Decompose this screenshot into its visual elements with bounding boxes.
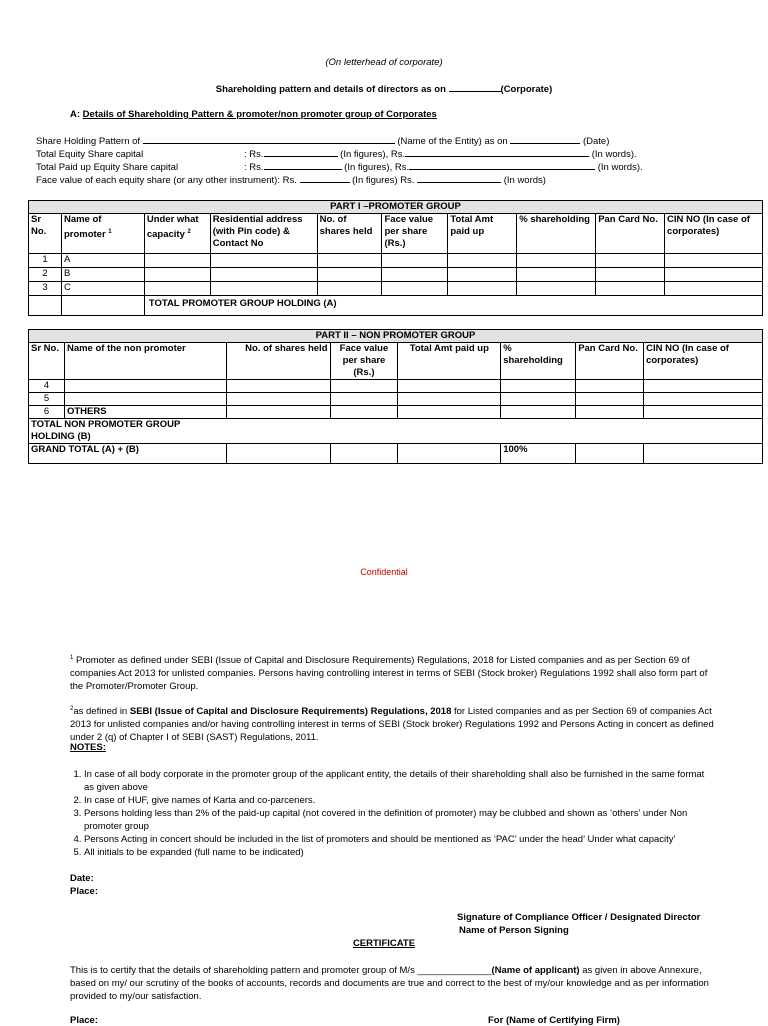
footnote-1-mark: 1	[70, 655, 74, 661]
part1-title: PART I –PROMOTER GROUP	[29, 201, 763, 214]
total-non-promoter-row	[29, 419, 763, 444]
footnote-1-text: Promoter as defined under SEBI (Issue of Capital and Disclosure Requirements) Regulations, 2018 for Listed companies and as per Section 69 of companies Act 2013 for unlisted companies. Persons having controlling interest in terms of SEBI (Stock broker) Regulations 1992 shall also form part of the Promoter/Promoter Group.	[70, 655, 708, 693]
col-name-of-promoter	[61, 214, 144, 254]
col-shares-held: No. of shares held	[226, 343, 330, 380]
row-name: OTHERS	[64, 406, 226, 419]
certificate-text-pre: This is to certify that the details of shareholding pattern and promoter group of M/s ______________	[70, 965, 492, 976]
row-name: A	[61, 254, 144, 268]
grand-total-pct: 100%	[501, 444, 576, 464]
col-sr-no: Sr No.	[29, 214, 62, 254]
col-name-non-promoter: Name of the non promoter	[64, 343, 226, 380]
section-a-prefix: A:	[70, 109, 81, 120]
certificate-text	[70, 964, 722, 1003]
notes-title: NOTES:	[70, 742, 106, 753]
face-rs: Rs.	[400, 175, 415, 186]
col-cin: CIN NO (In case of corporates)	[665, 214, 763, 254]
total-promoter-label: TOTAL PROMOTER GROUP HOLDING (A)	[144, 296, 762, 316]
list-item: 2. In case of HUF, give names of Karta and co-parceners.	[84, 794, 710, 807]
title-prefix: Shareholding pattern and details of directors as on	[215, 84, 446, 95]
table-row	[29, 282, 763, 296]
shp-date-blank	[510, 143, 580, 144]
equity-in-figures: (In figures), Rs.	[340, 149, 406, 160]
certifying-firm-label: For (Name of Certifying Firm)	[488, 1015, 620, 1026]
certificate-place-label: Place:	[70, 1015, 98, 1026]
col-total-amt: Total Amt paid up	[398, 343, 501, 380]
shp-name-hint: (Name of the Entity) as on	[397, 136, 508, 147]
row-sr: 5	[29, 393, 65, 406]
row-sr: 6	[29, 406, 65, 419]
letterhead-note: (On letterhead of corporate)	[325, 57, 443, 68]
row-name: C	[61, 282, 144, 296]
footnote-1	[70, 652, 720, 693]
table-row	[29, 393, 763, 406]
table-row	[29, 254, 763, 268]
shp-line	[36, 136, 609, 147]
col-address: Residential address (with Pin code) & Contact No	[210, 214, 317, 254]
row-sr: 1	[29, 254, 62, 268]
signature-label: Signature of Compliance Officer / Designated Director	[457, 912, 701, 923]
col-pan: Pan Card No.	[576, 343, 644, 380]
face-in-figures: (In figures)	[352, 175, 398, 186]
col-total-amt: Total Amt paid up	[448, 214, 517, 254]
signer-name-label: Name of Person Signing	[459, 925, 569, 936]
list-item: 5. All initials to be expanded (full name to be indicated)	[84, 846, 710, 859]
col-sr-no: Sr No.	[29, 343, 65, 380]
face-value-line	[36, 175, 546, 186]
table-row	[29, 380, 763, 393]
row-sr: 2	[29, 268, 62, 282]
paidup-rs: : Rs.	[244, 162, 264, 173]
footnote-2	[70, 703, 720, 744]
part2-title: PART II – NON PROMOTER GROUP	[29, 330, 763, 343]
confidential-label: Confidential	[360, 567, 408, 577]
paidup-in-figures: (In figures), Rs.	[344, 162, 410, 173]
total-non-promoter-label: TOTAL NON PROMOTER GROUP HOLDING (B)	[29, 419, 227, 444]
paidup-figures-blank	[264, 169, 342, 170]
equity-values	[244, 149, 637, 160]
paidup-label: Total Paid up Equity Share capital	[36, 162, 179, 173]
non-promoter-group-table	[28, 329, 763, 464]
section-a-heading	[70, 109, 437, 120]
paidup-values	[244, 162, 643, 173]
shp-label: Share Holding Pattern of	[36, 136, 141, 147]
col-face-value: Face value per share (Rs.)	[382, 214, 448, 254]
grand-total-row	[29, 444, 763, 464]
col-face-value: Face value per share (Rs.)	[330, 343, 398, 380]
certificate-title: CERTIFICATE	[352, 938, 416, 949]
footnote-2-rest: for Listed companies and as per Section 69 of companies Act 2013 for unlisted companies and/or having controlling interest in terms of SEBI (Stock broker) Regulations 1992 and Persons Acting in concert as defined under 2 (q) of Chapter I of SEBI (SAST) Regulations, 2011.	[70, 706, 714, 744]
total-promoter-row	[29, 296, 763, 316]
row-name	[64, 380, 226, 393]
list-item: 3. Persons holding less than 2% of the paid-up capital (not covered in the definition of promoter) may be clubbed and shown as ‘others’ under Non promoter group	[84, 807, 710, 833]
col-capacity-label: Under what capacity	[146, 214, 199, 241]
shp-date-hint: (Date)	[582, 136, 610, 147]
col-cin: CIN NO (In case of corporates)	[644, 343, 763, 380]
grand-total-label: GRAND TOTAL (A) + (B)	[29, 444, 227, 464]
col-shares-held: No. of shares held	[317, 214, 382, 254]
col-pct-shareholding: % shareholding	[517, 214, 596, 254]
face-in-words: (In words)	[503, 175, 546, 186]
promoter-group-table	[28, 200, 763, 316]
part2-header-row	[29, 343, 763, 380]
row-sr: 3	[29, 282, 62, 296]
face-value-label: Face value of each equity share (or any other instrument): Rs.	[36, 175, 297, 186]
notes-list	[70, 768, 710, 859]
list-item: 1. In case of all body corporate in the promoter group of the applicant entity, the details of their shareholding shall also be furnished in the same format as given above	[84, 768, 710, 794]
section-a-title: Details of Shareholding Pattern & promoter/non promoter group of Corporates	[82, 109, 437, 120]
footnote-ref-1: 1	[108, 229, 112, 235]
title-suffix: (Corporate)	[500, 84, 553, 95]
certificate-text-post: as given in above Annexure, based on my/ our scrutiny of the books of accounts, records and documents are true and correct to the best of my/our knowledge and as per information provided to my/our satisfaction.	[70, 965, 709, 1002]
row-sr: 4	[29, 380, 65, 393]
list-item: 4. Persons Acting in concert should be included in the list of promoters and should be mentioned as ‘PAC’ under the head’ Under what capacity’	[84, 833, 710, 846]
row-name: B	[61, 268, 144, 282]
face-words-blank	[417, 182, 501, 183]
table-row	[29, 268, 763, 282]
equity-label: Total Equity Share capital	[36, 149, 144, 160]
col-pct-shareholding: % shareholding	[501, 343, 576, 380]
equity-in-words: (In words).	[591, 149, 637, 160]
equity-words-blank	[405, 156, 589, 157]
col-name-of-promoter-label: Name of promoter	[63, 214, 106, 241]
document-title	[0, 84, 768, 95]
paidup-in-words: (In words).	[597, 162, 643, 173]
footnote-ref-2: 2	[187, 229, 191, 235]
col-pan: Pan Card No.	[596, 214, 665, 254]
equity-figures-blank	[264, 156, 338, 157]
col-capacity	[144, 214, 210, 254]
footnote-2-bold: SEBI (Issue of Capital and Disclosure Requirements) Regulations, 2018	[129, 706, 452, 718]
applicant-name-hint: (Name of applicant)	[491, 965, 580, 976]
face-figures-blank	[300, 182, 350, 183]
paidup-words-blank	[409, 169, 595, 170]
table-row	[29, 406, 763, 419]
footnote-2-pre: as defined in	[73, 706, 130, 718]
place-label: Place:	[70, 886, 98, 897]
footnote-2-mark: 2	[70, 706, 74, 712]
part1-header-row	[29, 214, 763, 254]
row-name	[64, 393, 226, 406]
date-label: Date:	[70, 873, 94, 884]
equity-rs: : Rs.	[244, 149, 264, 160]
entity-name-blank	[143, 143, 395, 144]
date-blank-line	[449, 91, 501, 92]
